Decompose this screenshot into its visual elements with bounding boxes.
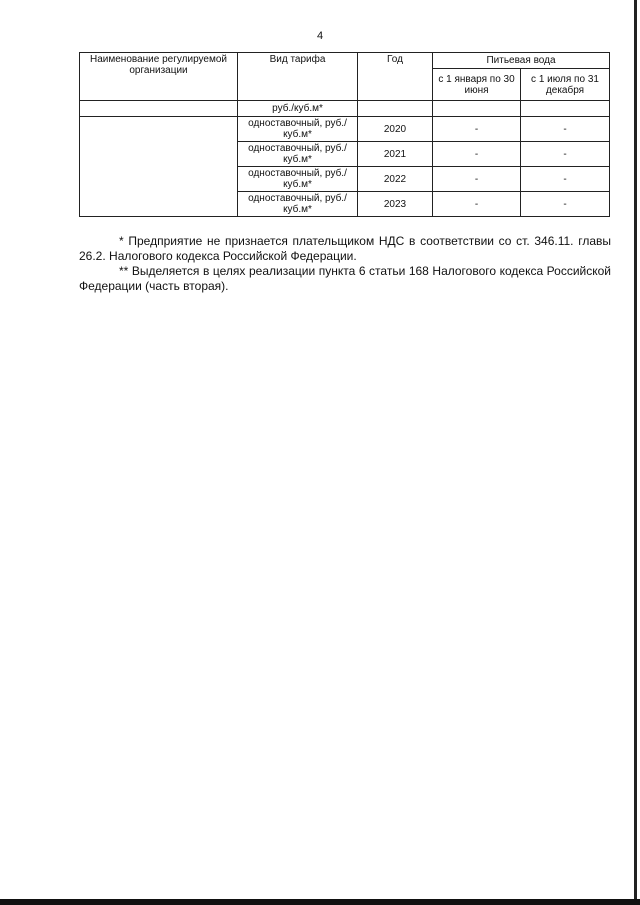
cell-continuation-unit: руб./куб.м* [238, 101, 358, 117]
header-org: Наименование регулируемой организации [80, 53, 238, 101]
header-period-2: с 1 июля по 31 декабря [521, 69, 610, 101]
header-tariff-type: Вид тарифа [238, 53, 358, 101]
footnotes [79, 234, 611, 294]
cell-year: 2021 [358, 142, 433, 167]
cell-year: 2022 [358, 167, 433, 192]
cell-year: 2023 [358, 192, 433, 217]
header-drinking-water: Питьевая вода [433, 53, 610, 69]
header-period-1: с 1 января по 30 июня [433, 69, 521, 101]
cell-empty [358, 101, 433, 117]
footnote-vat: * Предприятие не признается плательщиком НДС в соответствии со ст. 346.11. главы 26.2. Налогового кодекса Российской Федерации. [79, 234, 611, 263]
cell-year: 2020 [358, 117, 433, 142]
cell-tariff: одноставочный, руб./куб.м* [238, 167, 358, 192]
cell-value-period-1: - [433, 117, 521, 142]
table-row [80, 117, 610, 142]
tariff-table [79, 52, 610, 217]
cell-value-period-2: - [521, 117, 610, 142]
header-year: Год [358, 53, 433, 101]
cell-org-name [80, 117, 238, 217]
scan-bottom-border [0, 899, 640, 905]
page-number: 4 [316, 30, 324, 42]
cell-empty [433, 101, 521, 117]
cell-tariff: одноставочный, руб./куб.м* [238, 192, 358, 217]
cell-value-period-1: - [433, 167, 521, 192]
cell-empty [80, 101, 238, 117]
cell-tariff: одноставочный, руб./куб.м* [238, 117, 358, 142]
cell-value-period-2: - [521, 142, 610, 167]
cell-empty [521, 101, 610, 117]
cell-value-period-2: - [521, 192, 610, 217]
cell-tariff: одноставочный, руб./куб.м* [238, 142, 358, 167]
footnote-tax-code: ** Выделяется в целях реализации пункта 6 статьи 168 Налогового кодекса Российской Федерации (часть вторая). [79, 264, 611, 293]
cell-value-period-2: - [521, 167, 610, 192]
cell-value-period-1: - [433, 142, 521, 167]
scan-edge-line [634, 0, 637, 905]
cell-value-period-1: - [433, 192, 521, 217]
